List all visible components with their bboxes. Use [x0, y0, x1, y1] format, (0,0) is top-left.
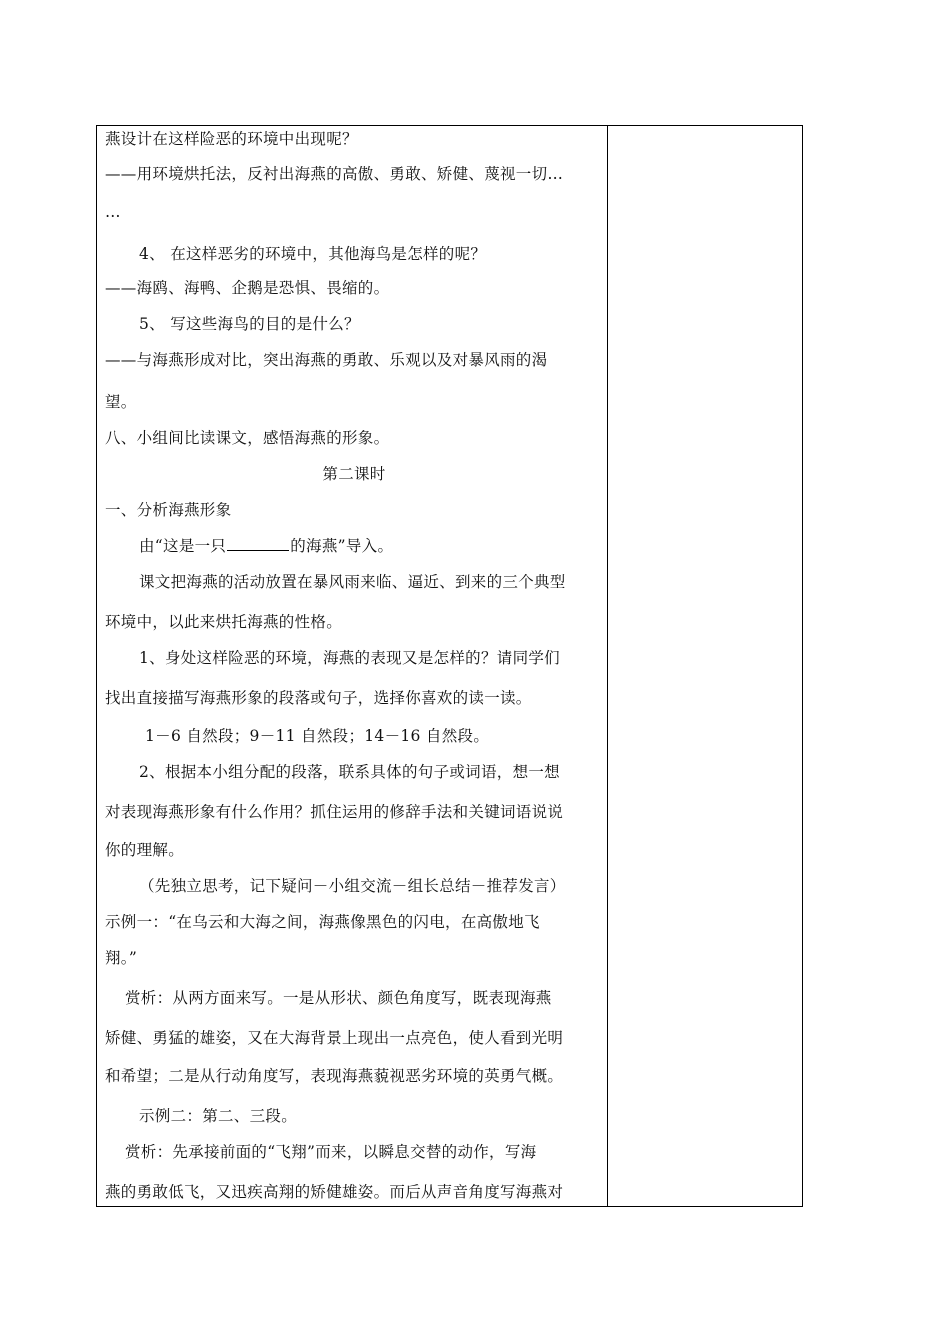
intro-line: 由“这是一只 的海燕”导入。 — [139, 537, 394, 555]
text-line: … — [105, 203, 121, 221]
example-two: 示例二：第二、三段。 — [139, 1107, 298, 1125]
question-4: 4、 在这样恶劣的环境中，其他海鸟是怎样的呢？ — [139, 245, 487, 263]
text-line: 燕设计在这样险恶的环境中出现呢？ — [105, 130, 358, 148]
answer-5: ——与海燕形成对比，突出海燕的勇敢、乐观以及对暴风雨的渴 — [105, 351, 548, 369]
text-line: ——用环境烘托法，反衬出海燕的高傲、勇敢、矫健、蔑视一切… — [105, 165, 564, 183]
appreciation-one: 赏析：从两方面来写。一是从形状、颜色角度写，既表现海燕 — [125, 989, 552, 1007]
text-line: 燕的勇敢低飞，又迅疾高翔的矫健雄姿。而后从声音角度写海燕对 — [105, 1183, 564, 1201]
answer-4: ——海鸥、海鸭、企鹅是恐惧、畏缩的。 — [105, 279, 390, 297]
text-line: 你的理解。 — [105, 841, 185, 859]
question-5: 5、 写这些海鸟的目的是什么？ — [139, 315, 360, 333]
paragraph-ranges: 1－6 自然段；9－11 自然段；14－16 自然段。 — [145, 727, 490, 745]
text-line: 和希望；二是从行动角度写，表现海燕藐视恶劣环境的英勇气概。 — [105, 1067, 564, 1085]
text-line: 找出直接描写海燕形象的段落或句子，选择你喜欢的读一读。 — [105, 689, 532, 707]
lesson-heading: 第二课时 — [322, 465, 386, 483]
appreciation-two: 赏析：先承接前面的“飞翔”而来，以瞬息交替的动作，写海 — [125, 1143, 537, 1161]
lesson-table — [96, 125, 803, 1207]
question-2: 2、根据本小组分配的段落，联系具体的句子或词语，想一想 — [139, 763, 560, 781]
text-line: 课文把海燕的活动放置在暴风雨来临、逼近、到来的三个典型 — [139, 573, 566, 591]
notes-column — [608, 126, 802, 1206]
fill-blank — [227, 536, 289, 551]
text-line: 翔。” — [105, 949, 138, 967]
example-one: 示例一：“在乌云和大海之间，海燕像黑色的闪电，在高傲地飞 — [105, 913, 540, 931]
text-line: 矫健、勇猛的雄姿，又在大海背景上现出一点亮色，使人看到光明 — [105, 1029, 564, 1047]
section-eight: 八、小组间比读课文，感悟海燕的形象。 — [105, 429, 390, 447]
section-one-title: 一、分析海燕形象 — [105, 501, 232, 519]
method-note: （先独立思考，记下疑问－小组交流－组长总结－推荐发言） — [139, 877, 566, 895]
text-line: 环境中，以此来烘托海燕的性格。 — [105, 613, 343, 631]
text-line: 对表现海燕形象有什么作用？抓住运用的修辞手法和关键词语说说 — [105, 803, 564, 821]
text-line: 望。 — [105, 393, 137, 411]
question-1: 1、身处这样险恶的环境，海燕的表现又是怎样的？请同学们 — [139, 649, 560, 667]
